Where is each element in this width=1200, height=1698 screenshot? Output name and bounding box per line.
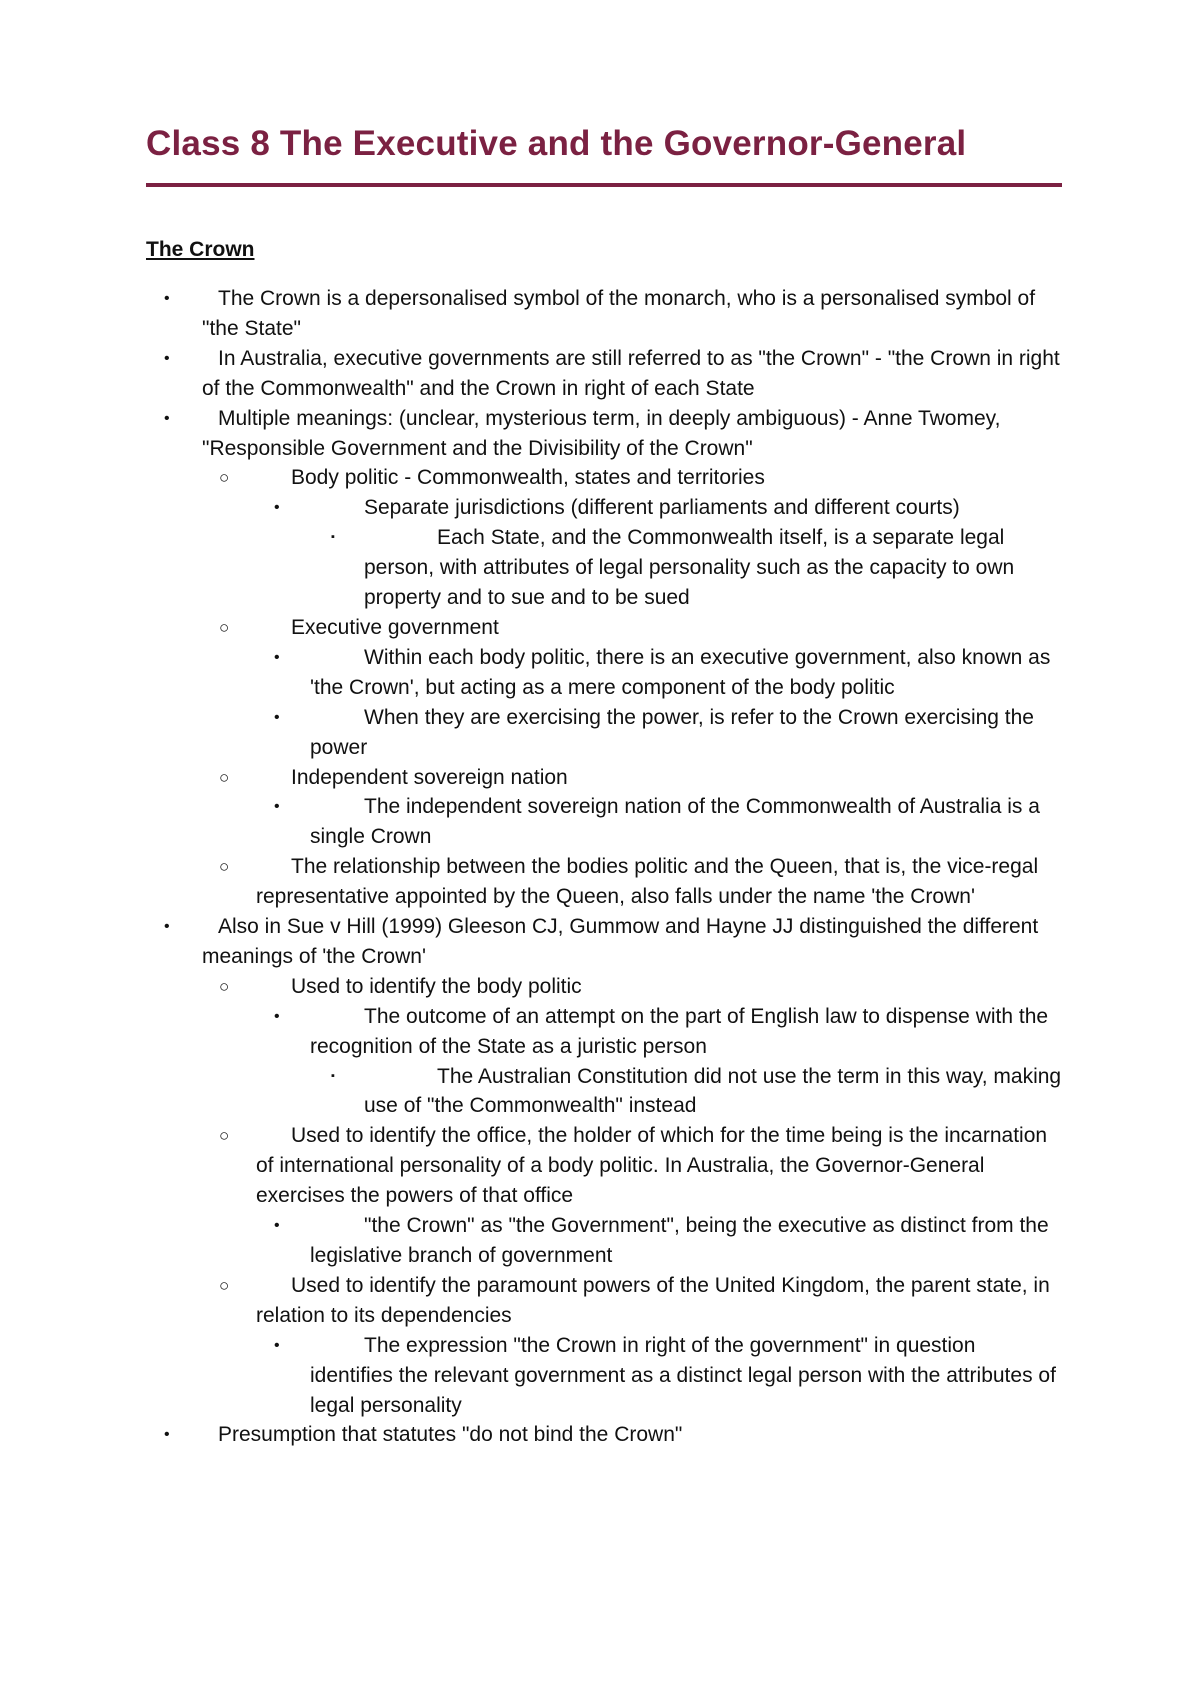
list-item-text: The independent sovereign nation of the Commonwealth of Australia is a single Crown	[310, 795, 1040, 849]
list-item-text: The expression "the Crown in right of the government" in question identifies the relevant government as a distinct legal person with the attributes of legal personality	[310, 1333, 1056, 1417]
list-item	[146, 643, 1064, 703]
bullet-icon: ○	[219, 976, 230, 996]
list-item-text: Executive government	[291, 615, 499, 639]
bullet-icon: •	[274, 708, 280, 726]
list-item-text: The Crown is a depersonalised symbol of the monarch, who is a personalised symbol of "the State"	[202, 287, 1036, 340]
list-item-text: Used to identify the paramount powers of the United Kingdom, the parent state, in relation to its dependencies	[256, 1273, 1050, 1327]
list-item	[146, 1271, 1064, 1331]
list-item-text: Presumption that statutes "do not bind the Crown"	[218, 1423, 683, 1447]
list-item	[146, 912, 1064, 972]
section-heading: The Crown	[146, 238, 255, 261]
list-item	[146, 523, 1064, 613]
list-item-text: The outcome of an attempt on the part of English law to dispense with the recognition of the State as a juristic person	[310, 1004, 1049, 1058]
list-item-text: Within each body politic, there is an executive government, also known as 'the Crown', but acting as a mere component of the body politic	[310, 645, 1051, 699]
list-item	[146, 852, 1064, 912]
list-item	[146, 1211, 1064, 1271]
bullet-icon: ○	[219, 767, 230, 787]
list-item	[146, 1062, 1064, 1122]
list-item	[146, 493, 1064, 523]
list-item	[146, 613, 1064, 643]
list-item	[146, 1420, 1064, 1450]
list-item-text: Independent sovereign nation	[291, 765, 568, 789]
list-item-text: "the Crown" as "the Government", being the executive as distinct from the legislative branch of government	[310, 1214, 1049, 1267]
bullet-icon: ○	[219, 1275, 230, 1295]
list-item-text: Each State, and the Commonwealth itself, is a separate legal person, with attributes of legal personality such as the capacity to own property and to sue and to be sued	[364, 526, 1015, 610]
bullet-icon: ▪	[331, 1069, 335, 1082]
bullet-icon: •	[164, 409, 170, 427]
list-item-text: Body politic - Commonwealth, states and territories	[291, 466, 765, 490]
list-item-text: The relationship between the bodies politic and the Queen, that is, the vice-regal representative appointed by the Queen, also falls under the name 'the Crown'	[256, 855, 1039, 909]
notes-list	[146, 284, 1064, 1450]
list-item	[146, 703, 1064, 763]
bullet-icon: •	[274, 1217, 280, 1235]
list-item-text: Separate jurisdictions (different parliaments and different courts)	[364, 496, 960, 520]
list-item-text: When they are exercising the power, is refer to the Crown exercising the power	[310, 705, 1034, 759]
list-item	[146, 972, 1064, 1002]
list-item-text: Multiple meanings: (unclear, mysterious term, in deeply ambiguous) - Anne Twomey, "Responsible Government and the Divisibility of the Crown"	[202, 406, 1001, 460]
bullet-icon: ▪	[331, 531, 335, 544]
list-item	[146, 1002, 1064, 1062]
bullet-icon: ○	[219, 468, 230, 488]
list-item	[146, 792, 1064, 852]
list-item	[146, 284, 1064, 344]
bullet-icon: ○	[219, 857, 230, 877]
list-item	[146, 1121, 1064, 1211]
bullet-icon: •	[164, 918, 170, 936]
bullet-icon: •	[274, 499, 280, 517]
page-title: Class 8 The Executive and the Governor-General	[146, 124, 967, 163]
bullet-icon: •	[274, 1336, 280, 1354]
list-item	[146, 1331, 1064, 1421]
bullet-icon: •	[274, 798, 280, 816]
list-item-text: In Australia, executive governments are still referred to as "the Crown" - "the Crown in right of the Commonwealth" and the Crown in right of each State	[202, 346, 1060, 400]
list-item	[146, 404, 1064, 464]
list-item-text: Also in Sue v Hill (1999) Gleeson CJ, Gummow and Hayne JJ distinguished the different meanings of 'the Crown'	[202, 915, 1039, 968]
list-item-text: Used to identify the body politic	[291, 974, 582, 998]
bullet-icon: ○	[219, 1126, 230, 1146]
bullet-icon: •	[164, 290, 170, 307]
bullet-icon: •	[274, 648, 280, 666]
title-divider	[146, 183, 1062, 187]
list-item-text: The Australian Constitution did not use the term in this way, making use of "the Commonwealth" instead	[364, 1064, 1062, 1118]
bullet-icon: •	[164, 1426, 170, 1444]
bullet-icon: •	[274, 1007, 280, 1025]
bullet-icon: •	[164, 349, 170, 367]
bullet-icon: ○	[219, 617, 230, 637]
list-item	[146, 763, 1064, 793]
list-item	[146, 463, 1064, 493]
list-item	[146, 344, 1064, 404]
list-item-text: Used to identify the office, the holder of which for the time being is the incarnation of international personality of a body politic. In Australia, the Governor-General exercises the powers of that office	[256, 1124, 1048, 1208]
